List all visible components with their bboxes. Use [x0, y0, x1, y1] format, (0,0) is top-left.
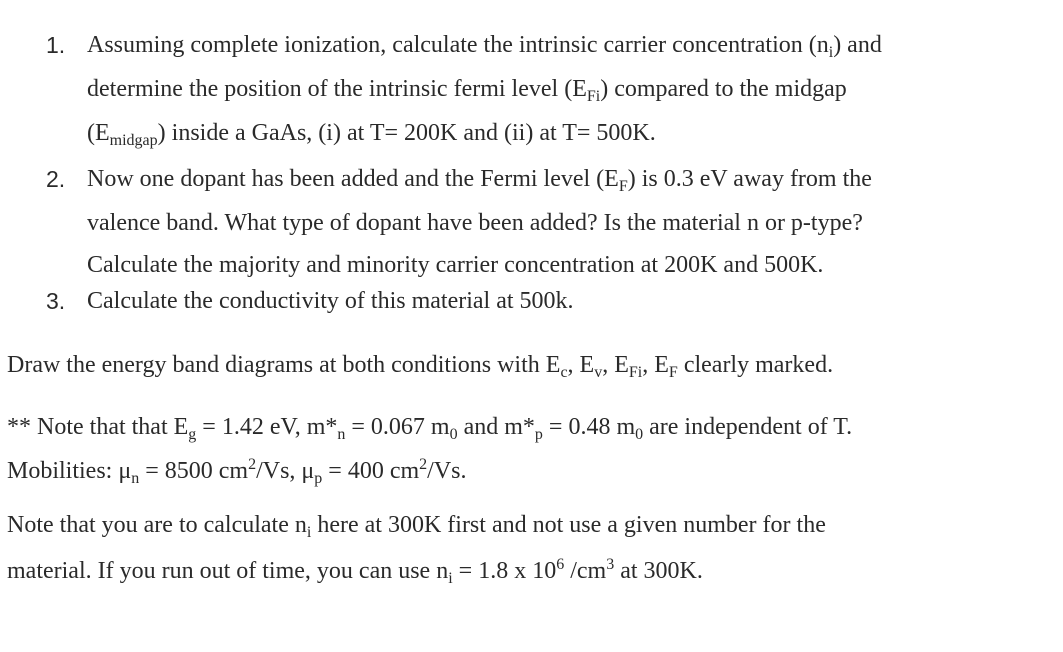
question-2-line-1: Now one dopant has been added and the Fermi level $(E_F)$ is 0.3 eV away from the — [87, 166, 872, 195]
question-2-line-2: valence band. What type of dopant have been added? Is the material n or p-type? — [87, 210, 863, 236]
question-1-line-3: $(E_{midgap})$ inside a GaAs, (i) at T= 200K and (ii) at T= 500K. — [87, 120, 656, 149]
question-2-line-3: Calculate the majority and minority carrier concentration at 200K and 500K. — [87, 252, 824, 278]
question-3-number: 3. — [46, 288, 66, 314]
intrinsic-note-line-1: Note that you are to calculate $n_i$ here at 300K first and not use a given number for the — [7, 512, 826, 541]
question-1-line-2: determine the position of the intrinsic fermi level $(E_{Fi})$ compared to the midgap — [87, 76, 847, 105]
draw-instruction: Draw the energy band diagrams at both conditions with $E_c$, $E_v$, $E_{Fi}$, $E_F$ clearly marked. — [7, 352, 834, 381]
mobilities-line: Mobilities: $\mu_n = 8500$ $cm^2/Vs$, $\mu_p = 400$ $cm^2/Vs$. — [7, 456, 467, 487]
question-2-number: 2. — [46, 166, 66, 192]
question-3-line-1: Calculate the conductivity of this material at 500k. — [87, 288, 574, 314]
question-1-number: 1. — [46, 32, 66, 58]
question-1-line-1: Assuming complete ionization, calculate the intrinsic carrier concentration $(n_i)$ and — [87, 32, 882, 61]
intrinsic-note-line-2: material. If you run out of time, you can use $n_i = 1.8$ x $10^6$ $/cm^3$ at 300K. — [7, 556, 703, 587]
constants-note: ** Note that that $E_g = 1.42$ eV, $m*_n = 0.067$ $m_0$ and $m*_p = 0.48$ $m_0$ are independent of T. — [7, 414, 853, 443]
